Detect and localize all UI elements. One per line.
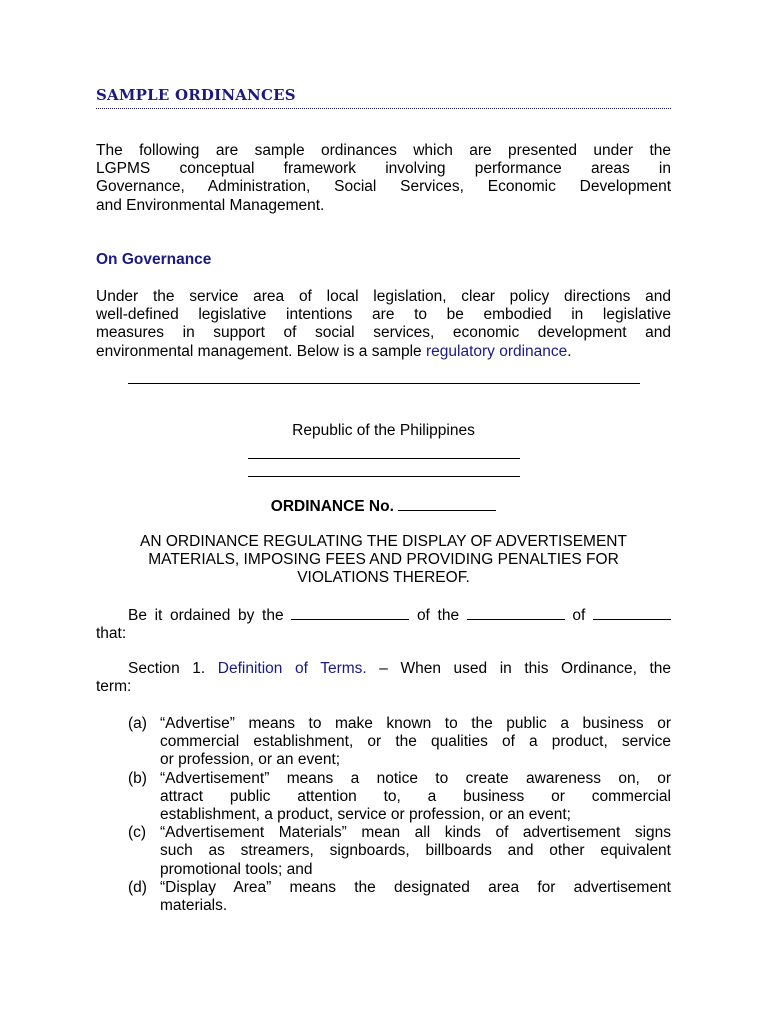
ordinance-title-line: MATERIALS, IMPOSING FEES AND PROVIDING PENALTIES FOR bbox=[148, 551, 619, 569]
governance-line-text: environmental management. Below is a sample bbox=[96, 342, 426, 360]
section-divider bbox=[128, 383, 640, 384]
blank-field bbox=[467, 605, 565, 620]
governance-line: well-defined legislative intentions are to be embodied in legislative bbox=[96, 306, 671, 324]
intro-line: LGPMS conceptual framework involving performance areas in bbox=[96, 160, 671, 178]
list-item bbox=[128, 715, 671, 770]
section-1-rest: – When used in this Ordinance, the bbox=[366, 660, 671, 677]
ordinance-title-line: VIOLATIONS THEREOF. bbox=[297, 569, 470, 587]
section-1-label: Section 1. bbox=[128, 660, 206, 677]
definition-line: such as streamers, signboards, billboards and other equivalent bbox=[160, 842, 671, 860]
list-item bbox=[128, 770, 671, 825]
ordained-continuation: that: bbox=[96, 625, 127, 643]
blank-line-1 bbox=[248, 458, 520, 459]
definitions-list bbox=[128, 715, 671, 915]
section-1 bbox=[96, 660, 671, 696]
list-marker: (d) bbox=[128, 878, 147, 896]
section-1-line bbox=[96, 660, 671, 678]
ordained-line bbox=[96, 605, 671, 625]
ordinance-number-label: ORDINANCE No. bbox=[270, 498, 394, 515]
intro-paragraph bbox=[96, 142, 671, 215]
ordinance-title bbox=[96, 533, 671, 588]
definition-line: “Advertise” means to make known to the public a business or bbox=[160, 715, 671, 732]
ordinance-number bbox=[96, 496, 671, 516]
list-marker: (b) bbox=[128, 769, 147, 787]
governance-line: Under the service area of local legislation, clear policy directions and bbox=[96, 288, 671, 305]
list-item bbox=[128, 824, 671, 879]
republic-line: Republic of the Philippines bbox=[292, 422, 475, 439]
list-marker: (a) bbox=[128, 715, 147, 732]
definition-line: “Advertisement Materials” mean all kinds of advertisement signs bbox=[160, 824, 671, 842]
blank-line-2 bbox=[248, 476, 520, 477]
definition-line: commercial establishment, or the qualities of a product, service bbox=[160, 733, 671, 751]
definition-line: promotional tools; and bbox=[160, 860, 313, 878]
period: . bbox=[567, 342, 572, 360]
intro-line: and Environmental Management. bbox=[96, 196, 325, 214]
list-marker: (c) bbox=[128, 824, 147, 842]
definition-line: attract public attention to, a business or commercial bbox=[160, 787, 671, 805]
section-1-continuation: term: bbox=[96, 678, 132, 696]
regulatory-ordinance-link[interactable]: regulatory ordinance bbox=[425, 342, 568, 360]
definition-line: establishment, a product, service or profession, or an event; bbox=[160, 806, 571, 824]
list-item bbox=[128, 879, 671, 915]
definition-line: “Advertisement” means a notice to create awareness on, or bbox=[160, 769, 671, 787]
ordinance-number-blank bbox=[398, 496, 496, 511]
blank-field bbox=[291, 605, 409, 620]
heading-underline bbox=[96, 86, 671, 109]
governance-heading: On Governance bbox=[96, 251, 212, 268]
definition-of-terms-link[interactable]: Definition of Terms. bbox=[217, 660, 367, 677]
ordained-part-2: of the bbox=[416, 607, 460, 624]
ordained-clause bbox=[96, 605, 671, 643]
intro-line: Governance, Administration, Social Services, Economic Development bbox=[96, 178, 671, 196]
ordained-part-1: Be it ordained by the bbox=[128, 607, 284, 624]
ordained-part-3: of bbox=[572, 607, 586, 624]
governance-last-line bbox=[96, 343, 671, 361]
definition-line: materials. bbox=[160, 897, 228, 915]
definition-line: “Display Area” means the designated area for advertisement bbox=[160, 878, 671, 896]
ordinance-title-line: AN ORDINANCE REGULATING THE DISPLAY OF ADVERTISEMENT bbox=[140, 533, 627, 550]
governance-paragraph bbox=[96, 288, 671, 361]
blank-field bbox=[593, 605, 671, 620]
intro-line: The following are sample ordinances which are presented under the bbox=[96, 142, 671, 159]
governance-line: measures in support of social services, economic development and bbox=[96, 324, 671, 342]
definition-line: or profession, or an event; bbox=[160, 751, 341, 769]
page-title: SAMPLE ORDINANCES bbox=[96, 86, 296, 104]
